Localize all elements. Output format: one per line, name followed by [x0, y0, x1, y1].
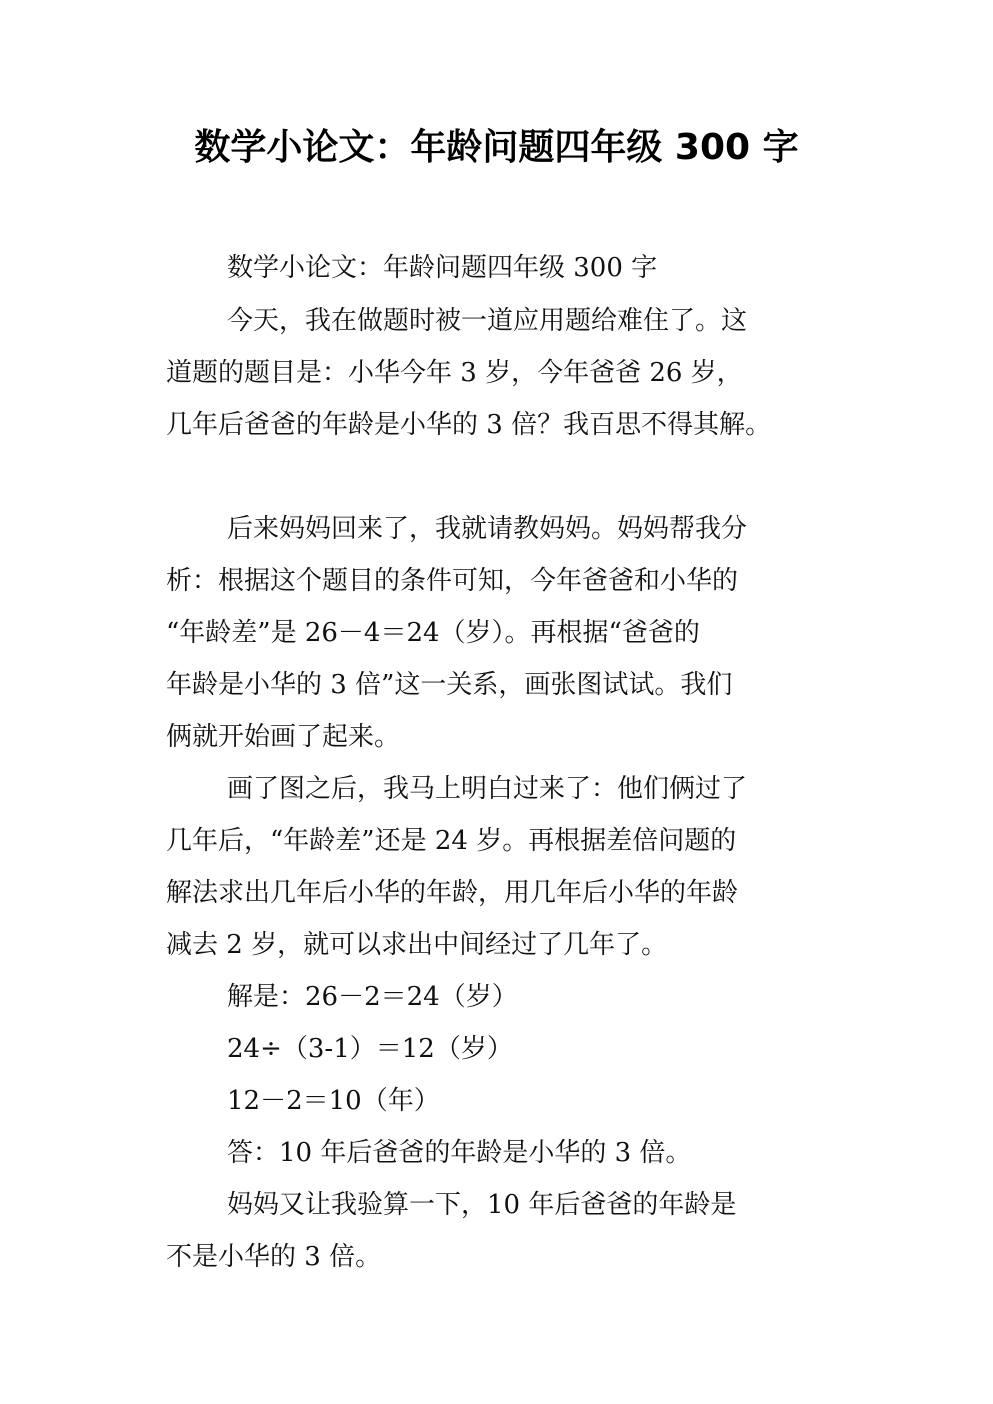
paragraph-1-line-3: 几年后爸爸的年龄是小华的 3 倍？我百思不得其解。: [166, 410, 772, 440]
paragraph-4-line-1: 妈妈又让我验算一下，10 年后爸爸的年龄是: [227, 1190, 737, 1220]
solution-line-2: 24÷（3-1）＝12（岁）: [227, 1034, 513, 1064]
paragraph-3-line-4: 减去 2 岁，就可以求出中间经过了几年了。: [166, 930, 668, 960]
solution-line-1: 解是：26－2＝24（岁）: [227, 982, 518, 1012]
paragraph-1-line-2: 道题的题目是：小华今年 3 岁，今年爸爸 26 岁，: [166, 358, 743, 388]
paragraph-3-line-3: 解法求出几年后小华的年龄，用几年后小华的年龄: [166, 878, 739, 908]
paragraph-4-line-2: 不是小华的 3 倍。: [166, 1242, 382, 1272]
answer-line: 答：10 年后爸爸的年龄是小华的 3 倍。: [227, 1138, 692, 1168]
paragraph-2-line-3: “年龄差”是 26－4＝24（岁）。再根据“爸爸的: [166, 618, 700, 648]
paragraph-2-line-5: 俩就开始画了起来。: [166, 722, 401, 752]
paragraph-3-line-2: 几年后，“年龄差”还是 24 岁。再根据差倍问题的: [166, 826, 737, 856]
solution-line-3: 12－2＝10（年）: [227, 1086, 440, 1116]
paragraph-2-line-1: 后来妈妈回来了，我就请教妈妈。妈妈帮我分: [227, 514, 748, 544]
paragraph-2-line-4: 年龄是小华的 3 倍”这一关系，画张图试试。我们: [166, 670, 733, 700]
subtitle-line: 数学小论文：年龄问题四年级 300 字: [227, 253, 658, 283]
paragraph-1-line-1: 今天，我在做题时被一道应用题给难住了。这: [227, 306, 748, 336]
paragraph-3-line-1: 画了图之后，我马上明白过来了：他们俩过了: [227, 774, 748, 804]
paragraph-2-line-2: 析：根据这个题目的条件可知，今年爸爸和小华的: [166, 566, 739, 596]
document-title: 数学小论文：年龄问题四年级 300 字: [194, 127, 799, 168]
